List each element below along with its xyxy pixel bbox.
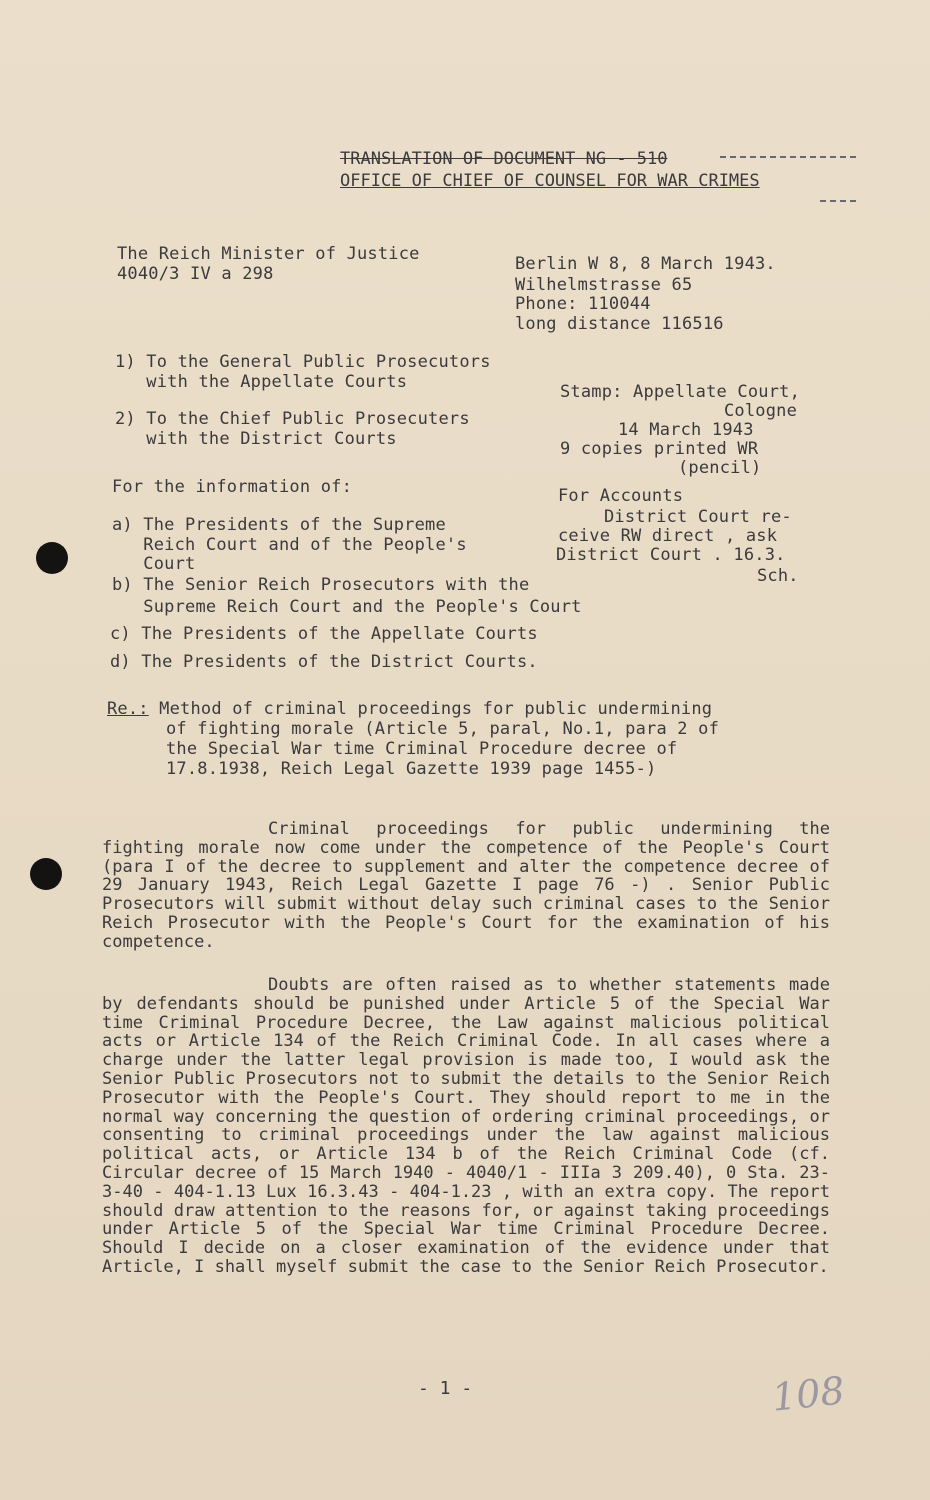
info-b: b) The Senior Reich Prosecutors with the (112, 575, 530, 595)
address: Wilhelmstrasse 65 (515, 275, 693, 295)
subject-line-4: 17.8.1938, Reich Legal Gazette 1939 page 1455-) (166, 759, 657, 779)
stamp-pencil: (pencil) (678, 458, 762, 478)
paragraph-2-text: Doubts are often raised as to whether statements made by defendants should be punished under Article 5 of the Special War time Criminal Procedure Decree, the Law against malicious political acts or Article 134 of the Reich Criminal Code. In all cases where a charge under the latter legal provision is made too, I would ask the Senior Public Prosecutors not to submit the details to the Senior Reich Prosecutor with the People's Court. They should report to me in the normal way concerning the question of ordering criminal proceedings, or consenting to criminal proceedings under the law against malicious political acts, or Article 134 b of the Reich Criminal Code (cf. Circular decree of 15 March 1940 - 4040/1 - IIIa 3 209.40), 0 Sta. 23-3-40 - 404-1.13 Lux 16.3.43 - 404-1.23 , with an extra copy. The report should draw attention to the reasons for, or against taking proceedings under Article 5 of the Special War time Criminal Procedure Decree. Should I decide on a closer examination of the evidence under that Article, I shall myself submit the case to the Senior Reich Prosecutor. (102, 975, 830, 1277)
page-number: - 1 - (418, 1378, 473, 1399)
info-a-cont: Court (112, 554, 196, 574)
info-heading: For the information of: (112, 477, 353, 497)
info-c: c) The Presidents of the Appellate Courts (110, 624, 538, 644)
handwritten-page-number: 108 (769, 1368, 847, 1420)
subject-line-3: the Special War time Criminal Procedure decree of (166, 739, 678, 759)
recipient-1: 1) To the General Public Prosecutors (115, 352, 491, 372)
sender-line-1: The Reich Minister of Justice (117, 244, 420, 264)
subject-line-2: of fighting morale (Article 5, paral, No.1, para 2 of (166, 719, 720, 739)
header-dashes (820, 200, 856, 202)
paragraph-1 (102, 820, 830, 952)
recipient-1-cont: with the Appellate Courts (115, 372, 408, 392)
stamp-copies: 9 copies printed WR (560, 439, 759, 459)
stamp-line-1: Stamp: Appellate Court, (560, 382, 801, 402)
document-header (340, 148, 760, 192)
paragraph-1-text: Criminal proceedings for public undermining the fighting morale now come under the competence of the People's Court (para I of the decree to supplement and alter the competence decree of 29 January 1943, Reich Legal Gazette I page 76 -) . Senior Public Prosecutors will submit without delay such criminal cases to the Senior Reich Prosecutor with the People's Court for the examination of his competence. (102, 819, 830, 952)
header-dashes (720, 156, 856, 158)
subject-label: Re.: (107, 699, 149, 719)
recipient-2: 2) To the Chief Public Prosecuters (115, 409, 470, 429)
punch-hole (36, 542, 68, 574)
subject-line-1 (107, 700, 712, 719)
punch-hole (30, 858, 62, 890)
recipient-2-cont: with the District Courts (115, 429, 397, 449)
sender-line-2: 4040/3 IV a 298 (117, 264, 274, 284)
info-b-cont: Supreme Reich Court and the People's Court (112, 597, 582, 617)
header-line-1: TRANSLATION OF DOCUMENT NG - 510 (340, 149, 668, 169)
accounts-note-1: For Accounts (558, 486, 684, 506)
header-line-2: OFFICE OF CHIEF OF COUNSEL FOR WAR CRIMES (340, 171, 760, 191)
info-d: d) The Presidents of the District Courts. (110, 652, 538, 672)
phone: Phone: 110044 (515, 294, 651, 314)
stamp-date: 14 March 1943 (618, 420, 754, 440)
subject-text: Method of criminal proceedings for public undermining (148, 699, 713, 719)
paragraph-2 (102, 976, 830, 1277)
accounts-note-4: District Court . 16.3. (556, 545, 786, 565)
long-distance-phone: long distance 116516 (515, 314, 724, 334)
info-a-cont: Reich Court and of the People's (112, 535, 467, 555)
place-date: Berlin W 8, 8 March 1943. (515, 254, 776, 274)
info-a: a) The Presidents of the Supreme (112, 515, 446, 535)
accounts-initials: Sch. (757, 566, 799, 586)
accounts-note-2: District Court re- (604, 507, 792, 527)
accounts-note-3: ceive RW direct , ask (558, 526, 778, 546)
stamp-line-2: Cologne (724, 401, 798, 421)
